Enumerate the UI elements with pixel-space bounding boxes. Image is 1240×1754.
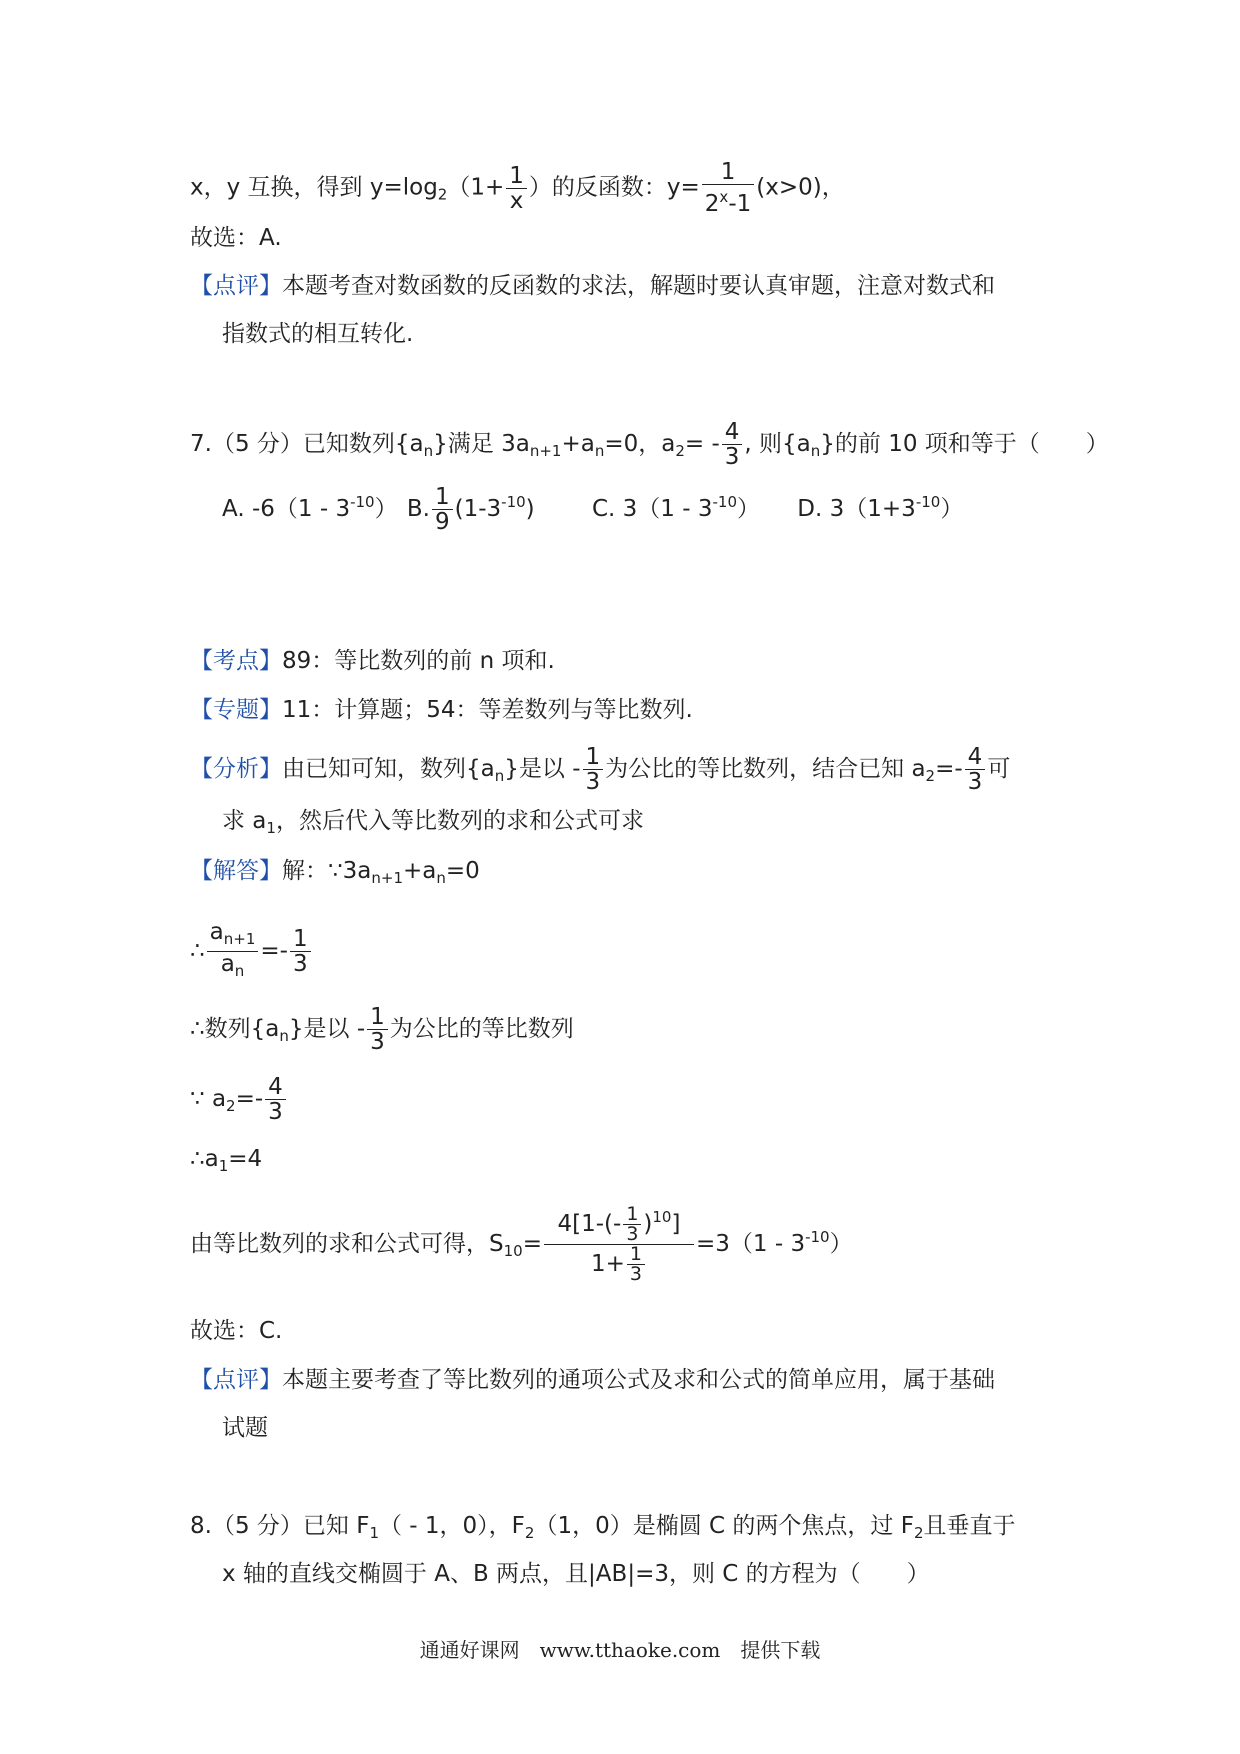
subscript: 2 — [675, 442, 685, 460]
options-line — [222, 485, 963, 534]
analysis-line — [190, 745, 1010, 794]
numerator: 4 — [268, 1074, 283, 1100]
option-b — [406, 484, 535, 535]
numerator: 4 — [724, 419, 740, 445]
numerator — [207, 920, 259, 951]
text-line — [190, 1005, 574, 1054]
subscript: n — [279, 1027, 289, 1045]
denominator: 3 — [627, 1264, 645, 1284]
fenxi-tag: 【分析】 — [190, 756, 282, 782]
subscript: n — [594, 442, 605, 460]
text: (x>0)， — [756, 174, 845, 201]
text: 本题考查对数函数的反函数的求法，解题时要认真审题，注意对数式和 — [282, 273, 995, 299]
text: 指数式的相互转化. — [222, 321, 414, 347]
fraction — [290, 927, 311, 976]
sum-formula-line — [190, 1205, 853, 1284]
subscript: 2 — [437, 185, 448, 204]
numerator: 1 — [720, 159, 736, 185]
fraction — [367, 1005, 388, 1054]
text: =- — [235, 1086, 264, 1112]
text: 可 — [987, 756, 1011, 782]
text: B. — [406, 496, 430, 522]
text: =0 — [445, 858, 480, 884]
subscript: n+1 — [223, 930, 256, 948]
text-line — [190, 1143, 262, 1182]
text: C. 3（1 - 3 — [591, 496, 713, 522]
comment-tag: 【点评】 — [190, 273, 282, 299]
fraction — [722, 420, 743, 469]
text: }是以 - — [288, 1016, 366, 1042]
text: 故选：A. — [190, 225, 282, 251]
text-line — [190, 160, 845, 216]
denominator: 3 — [367, 1029, 388, 1054]
jieda-tag: 【解答】 — [190, 858, 282, 884]
subscript: n — [810, 442, 821, 460]
superscript: -10 — [915, 493, 941, 511]
text-line — [222, 805, 644, 844]
subscript: 2 — [226, 1097, 236, 1115]
text: ∴a — [190, 1146, 219, 1172]
text-line — [190, 1315, 282, 1347]
subscript: n — [423, 442, 434, 460]
text: 解：∵3a — [282, 858, 372, 884]
denominator: 3 — [583, 769, 604, 794]
subscript: 2 — [913, 1524, 924, 1542]
text: ，然后代入等比数列的求和公式可求 — [275, 808, 644, 834]
denominator: x — [506, 188, 527, 213]
text-line — [222, 1412, 268, 1444]
text-line — [222, 318, 413, 350]
superscript: -10 — [501, 493, 526, 511]
denominator: 3 — [722, 444, 743, 469]
text: ) — [525, 496, 535, 522]
subscript: n+1 — [371, 869, 403, 887]
subscript: n — [494, 767, 505, 785]
solution-line — [190, 855, 480, 894]
numerator: 1 — [292, 926, 308, 952]
text: ] — [671, 1211, 681, 1237]
superscript: -10 — [805, 1228, 830, 1246]
text: ∴数列{a — [190, 1016, 280, 1042]
text: 1+ — [590, 1251, 625, 1277]
text: -1 — [728, 191, 752, 217]
numerator: 1 — [434, 484, 450, 510]
text: 由已知可知，数列{a — [282, 756, 495, 782]
text: ） — [374, 496, 398, 522]
denominator: 3 — [623, 1224, 641, 1244]
text: 为公比的等比数列 — [389, 1016, 574, 1042]
superscript: 10 — [652, 1208, 672, 1226]
text: D. 3（1+3 — [797, 496, 916, 522]
subscript: 2 — [524, 1524, 535, 1542]
text: +a — [403, 858, 437, 884]
fraction — [544, 1205, 694, 1284]
text-line — [190, 1364, 995, 1396]
fraction — [506, 164, 527, 213]
denominator: 3 — [965, 769, 986, 794]
superscript: x — [719, 188, 729, 206]
text-line — [190, 920, 313, 983]
text: = — [522, 1231, 542, 1257]
kaodian-tag: 【考点】 — [190, 648, 282, 674]
fraction — [627, 1245, 645, 1284]
subscript: 10 — [503, 1242, 523, 1260]
text: 求 a — [222, 808, 267, 834]
text: x，y 互换，得到 y=log — [190, 174, 438, 201]
text: （1，0）是椭圆 C 的两个焦点，过 F — [534, 1513, 914, 1539]
fraction — [583, 745, 604, 794]
text: ） — [736, 496, 760, 522]
text-line — [190, 694, 693, 726]
text: A. -6（1 - 3 — [222, 496, 351, 522]
numerator: 4 — [967, 744, 983, 770]
comment-tag: 【点评】 — [190, 1367, 282, 1393]
text: a — [220, 951, 235, 977]
denominator — [544, 1244, 694, 1284]
subscript: 1 — [266, 819, 276, 837]
text: 由等比数列的求和公式可得，S — [190, 1231, 504, 1257]
text: 89：等比数列的前 n 项和. — [282, 648, 555, 674]
text: 且垂直于 — [923, 1513, 1016, 1539]
text: 2 — [704, 191, 720, 217]
text: 11：计算题；54：等差数列与等比数列. — [282, 697, 693, 723]
zhuanti-tag: 【专题】 — [190, 697, 282, 723]
text: =0，a — [604, 431, 676, 457]
text: =4 — [228, 1146, 263, 1172]
fraction — [623, 1205, 641, 1244]
subscript: n — [234, 962, 245, 980]
text: （ - 1，0），F — [378, 1513, 525, 1539]
numerator: 1 — [509, 162, 524, 189]
text: }满足 3a — [433, 431, 530, 457]
denominator — [207, 951, 259, 983]
denominator: 3 — [290, 951, 311, 976]
numerator: 1 — [585, 744, 601, 770]
text: }的前 10 项和等于（ ） — [820, 431, 1109, 457]
denominator: 9 — [432, 509, 453, 534]
text: 本题主要考查了等比数列的通项公式及求和公式的简单应用，属于基础 — [282, 1367, 995, 1393]
text: 为公比的等比数列，结合已知 a — [605, 756, 926, 782]
text: , 则{a — [744, 431, 811, 457]
text-line — [190, 645, 555, 677]
text: a — [209, 919, 224, 945]
text-line — [190, 1075, 288, 1124]
text: (1-3 — [454, 496, 502, 522]
text: ） — [940, 496, 964, 522]
text: 故选：C. — [190, 1318, 283, 1344]
text: +a — [561, 431, 595, 457]
text-line — [190, 222, 282, 254]
option-a — [222, 493, 398, 522]
option-d — [797, 493, 964, 522]
text: 试题 — [222, 1415, 268, 1441]
numerator — [544, 1205, 694, 1244]
text: （1+ — [447, 174, 505, 201]
numerator: 1 — [370, 1004, 385, 1030]
text: 7.（5 分）已知数列{a — [190, 431, 424, 457]
text-line — [190, 270, 995, 302]
numerator: 1 — [629, 1243, 642, 1265]
text: =- — [260, 938, 288, 964]
text: 8.（5 分）已知 F — [190, 1513, 370, 1539]
denominator: 3 — [265, 1099, 286, 1124]
fraction — [265, 1075, 286, 1124]
denominator — [702, 184, 754, 216]
text: ∴ — [190, 938, 205, 964]
question-7 — [190, 420, 1109, 469]
text: =3（1 - 3 — [695, 1231, 806, 1257]
text: ) — [643, 1211, 653, 1237]
text: ∵ a — [190, 1086, 227, 1112]
text: x 轴的直线交椭圆于 A、B 两点，且|AB|=3，则 C 的方程为（ ） — [222, 1561, 930, 1587]
fraction — [965, 745, 986, 794]
text: }是以 - — [504, 756, 581, 782]
subscript: 1 — [218, 1157, 229, 1175]
subscript: 2 — [925, 767, 936, 785]
numerator: 1 — [626, 1203, 639, 1225]
page-footer: 通通好课网 www.tthaoke.com 提供下载 — [419, 1638, 821, 1662]
superscript: -10 — [350, 493, 375, 511]
superscript: -10 — [712, 493, 737, 511]
text: 4[1-(- — [557, 1211, 622, 1237]
subscript: 1 — [369, 1524, 379, 1542]
question-8 — [190, 1510, 1016, 1549]
fraction — [702, 160, 754, 216]
text: ） — [829, 1231, 853, 1257]
subscript: n+1 — [529, 442, 562, 460]
fraction — [432, 485, 453, 534]
text-line — [222, 1558, 930, 1590]
text: = - — [684, 431, 720, 457]
fraction — [207, 920, 259, 983]
text: =- — [935, 756, 963, 782]
subscript: n — [436, 869, 446, 887]
text: ）的反函数：y= — [528, 174, 700, 201]
option-c — [591, 493, 760, 522]
